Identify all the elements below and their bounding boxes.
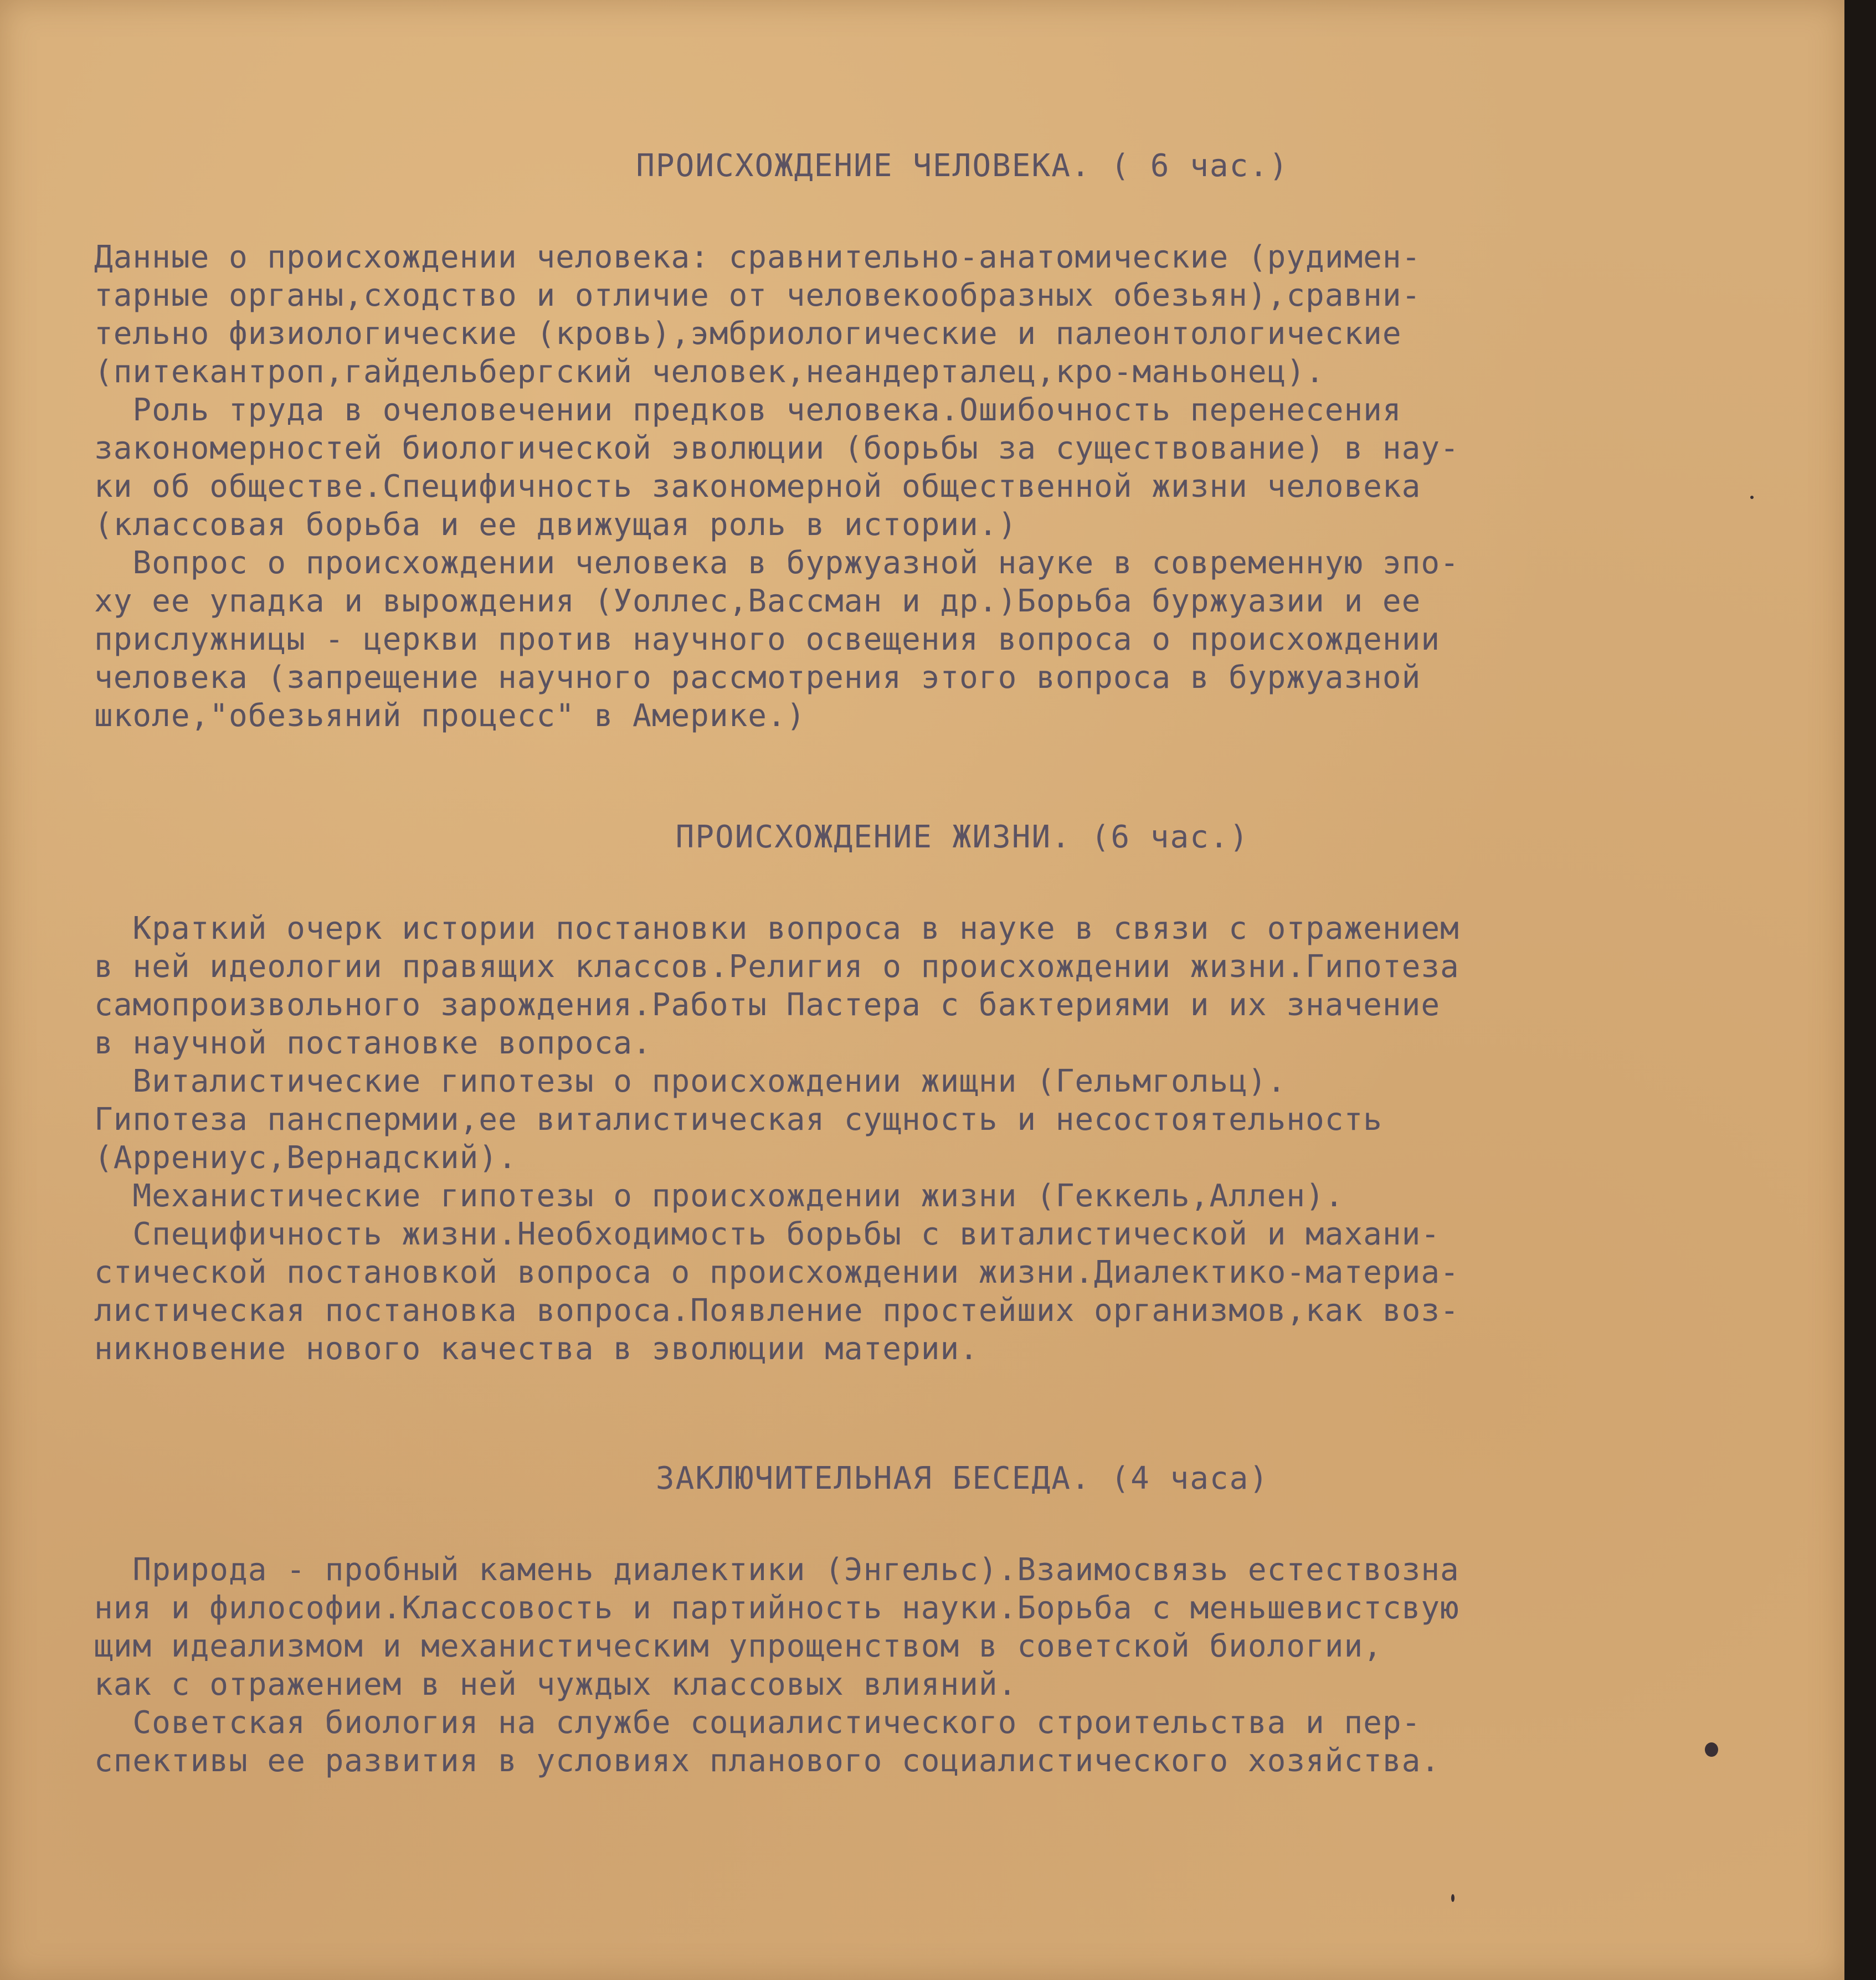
paragraph: Виталистические гипотезы о происхождении жищни (Гельмгольц). Гипотеза панспермии,ее виталистическая сущность и несостоятельность (Аррениус,Вернадский).	[94, 1063, 1382, 1176]
paragraph: Специфичность жизни.Необходимость борьбы с виталистической и махани- стической постановкой вопроса о происхождении жизни.Диалектико-материа- листическая постановка вопроса.Появление простейших организмов,как воз- никновение нового качества в эволюции материи.	[94, 1216, 1459, 1367]
section-title-life-origin: ПРОИСХОЖДЕНИЕ ЖИЗНИ. (6 час.)	[675, 819, 1250, 855]
paragraph: Вопрос о происхождении человека в буржуазной науке в современную эпо- ху ее упадка и вырождения (Уоллес,Вассман и др.)Борьба буржуазии и ее прислужницы - церкви против научного освещения вопроса о происхождении человека (запрещение научного рассмотрения этого вопроса в буржуазной школе,"обезьяний процесс" в Америке.)	[94, 545, 1459, 734]
paragraph: Советская биология на службе социалистического строительства и пер- спективы ее развития в условиях планового социалистического хозяйства.	[94, 1705, 1441, 1779]
section-title-human-origin: ПРОИСХОЖДЕНИЕ ЧЕЛОВЕКА. ( 6 час.)	[636, 148, 1289, 184]
ink-speck	[1750, 496, 1754, 499]
paragraph: Природа - пробный камень диалектики (Энгельс).Взаимосвязь естествозна ния и философии.Классовость и партийность науки.Борьба с меньшевистсвую щим идеализмом и механистическим упрощенством в советской биологии, как с отражением в ней чуждых классовых влияний.	[94, 1552, 1459, 1703]
paragraph: Краткий очерк истории постановки вопроса в науке в связи с отражением в ней идеологии правящих классов.Религия о происхождении жизни.Гипотеза самопроизвольного зарождения.Работы Пастера с бактериями и их значение в научной постановке вопроса.	[94, 911, 1459, 1061]
paragraph: Данные о происхождении человека: сравнительно-анатомические (рудимен- тарные органы,сходство и отличие от человекообразных обезьян),сравни- тельно физиологические (кровь),эмбриологические и палеонтологические (питекантроп,гайдельбергский человек,неандерталец,кро-маньонец).	[94, 239, 1421, 390]
paragraph: Роль труда в очеловечении предков человека.Ошибочность перенесения закономерностей биологической эволюции (борьбы за существование) в нау- ки об обществе.Специфичность закономерной общественной жизни человека (классовая борьба и ее движущая роль в истории.)	[94, 392, 1459, 543]
section-title-final-talk: ЗАКЛЮЧИТЕЛЬНАЯ БЕСЕДА. (4 часа)	[655, 1460, 1269, 1496]
document-body	[94, 147, 1831, 1780]
ink-spot	[1705, 1742, 1718, 1757]
ink-speck	[1451, 1894, 1454, 1902]
paragraph: Механистические гипотезы о происхождении жизни (Геккель,Аллен).	[94, 1178, 1344, 1214]
